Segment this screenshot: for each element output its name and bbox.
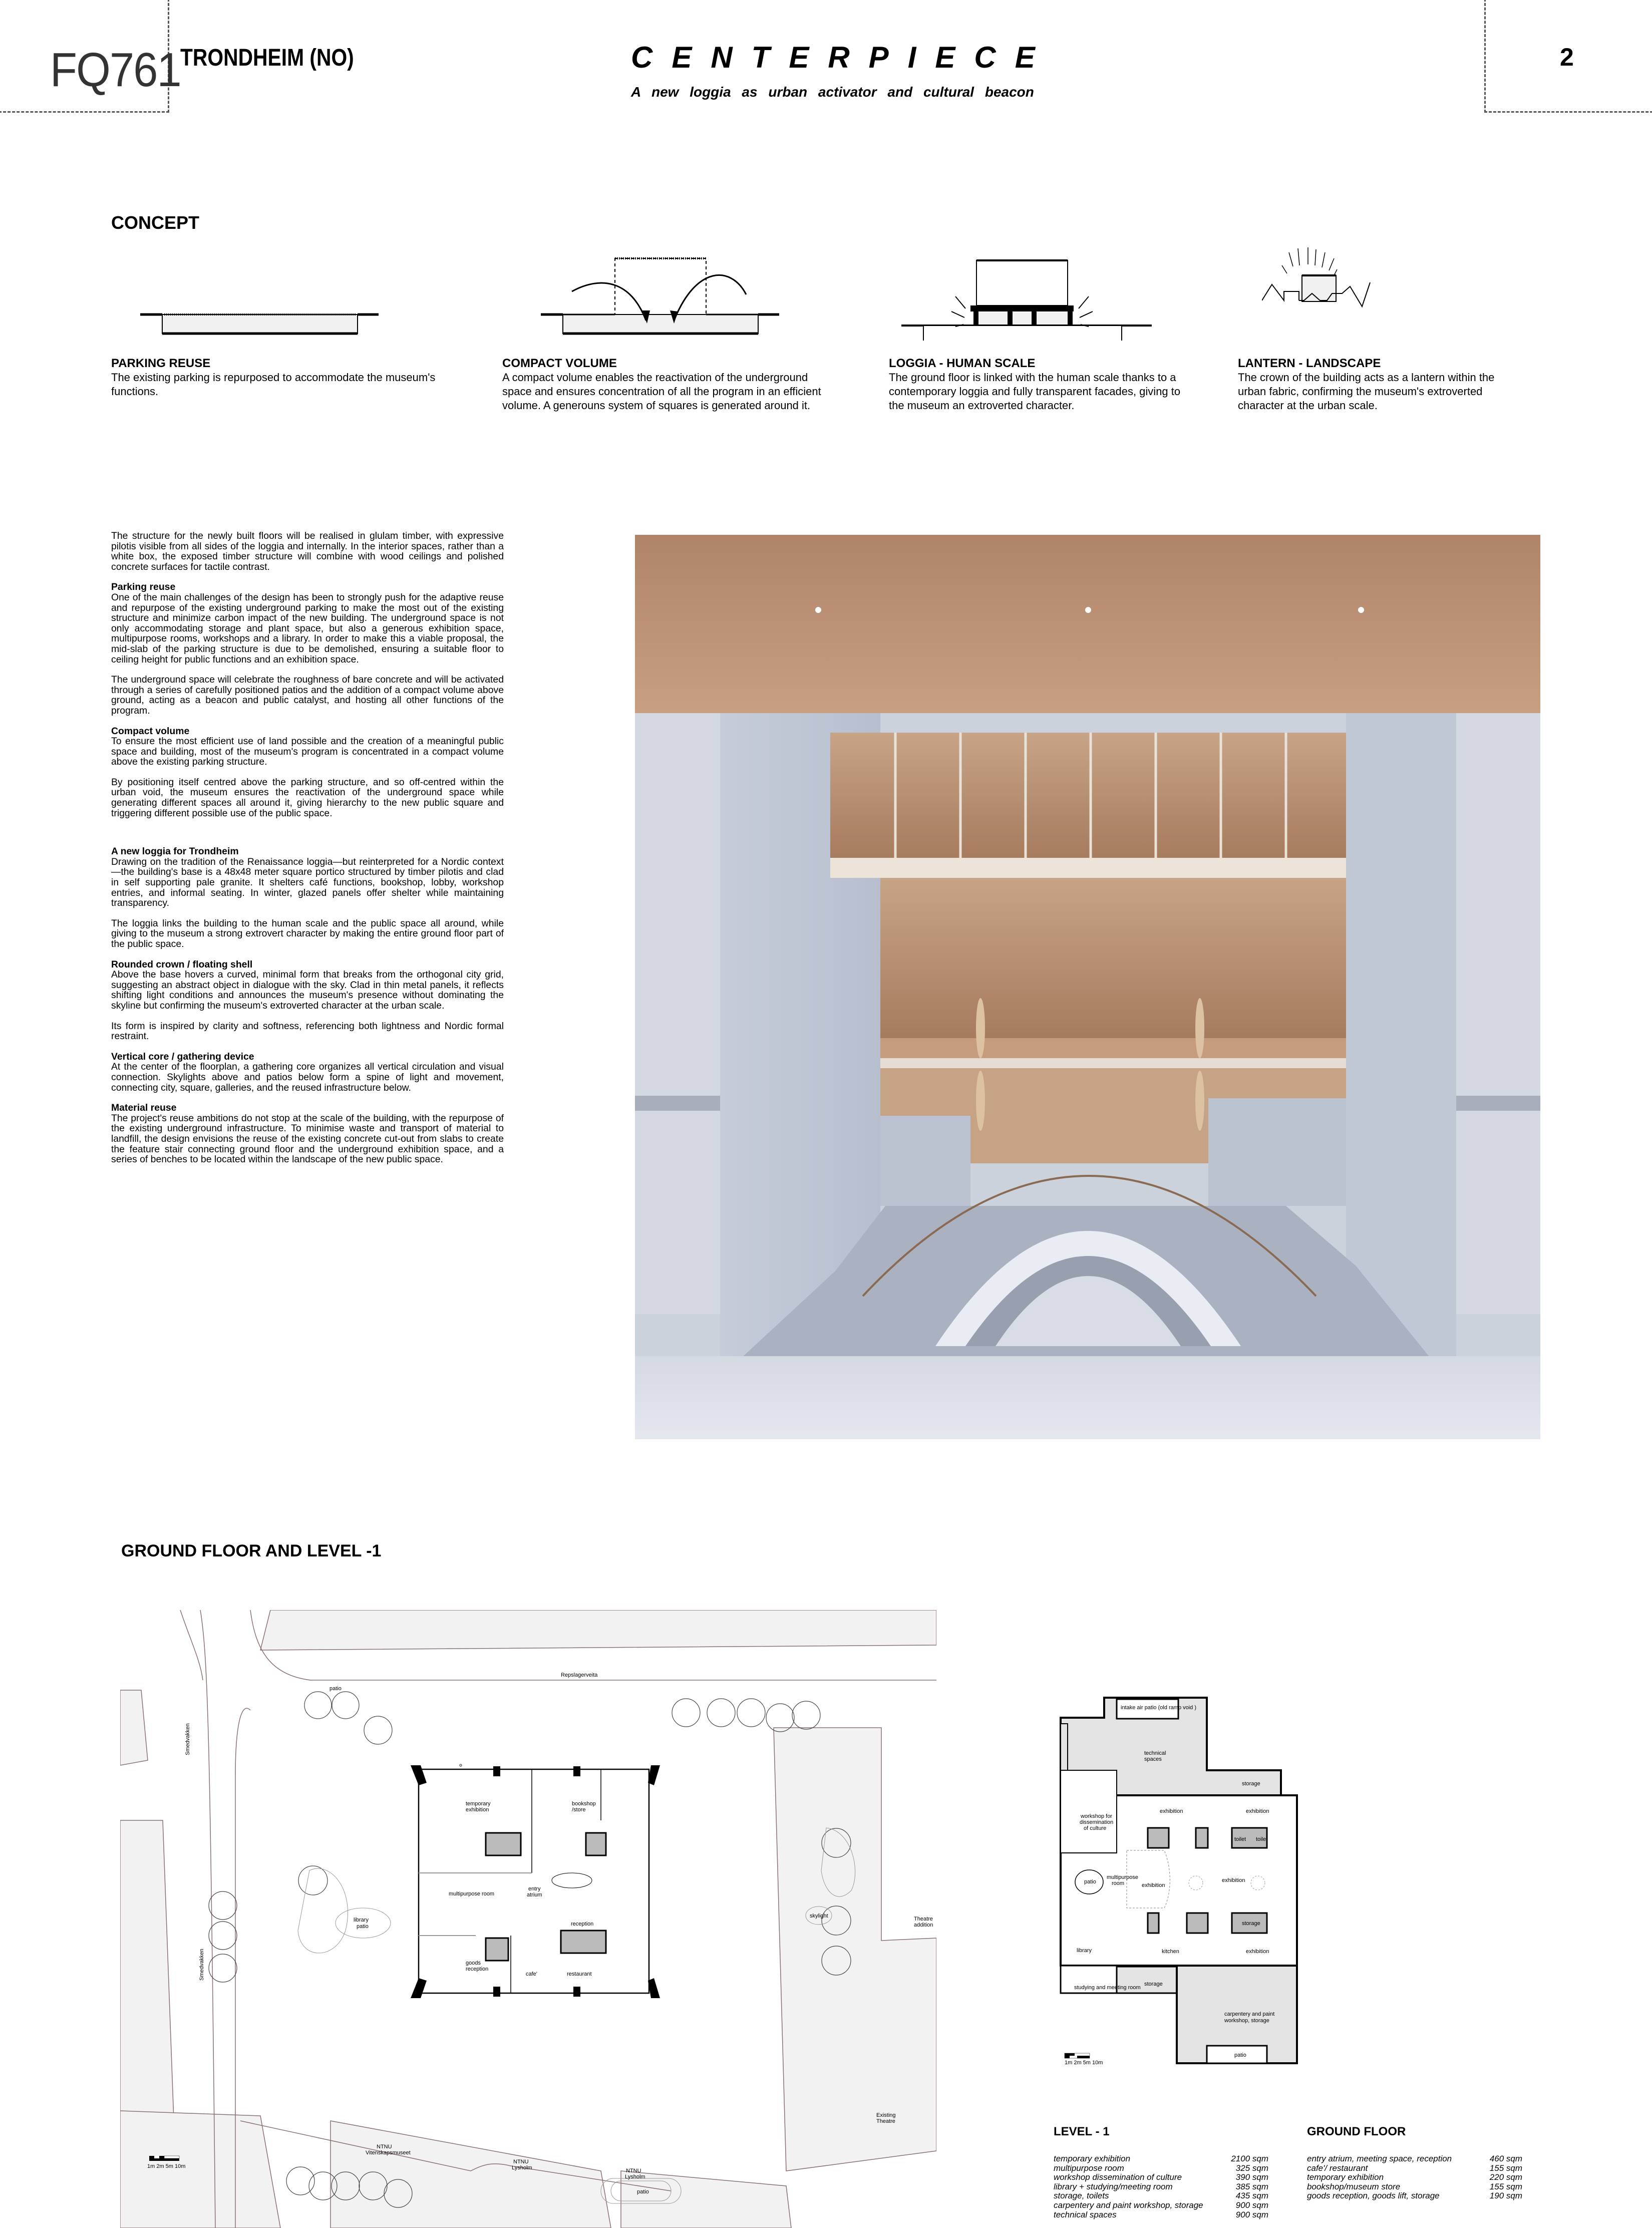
- concept-text: The ground floor is linked with the human scale thanks to a contemporary loggia and fully transparent facades, giving to the museum an extroverted character.: [889, 371, 1181, 412]
- ntnu-label-2: Lysholm: [625, 2174, 645, 2180]
- section-heading: Rounded crown / floating shell: [111, 959, 253, 970]
- existing-theatre-label-2: Theatre: [876, 2118, 895, 2124]
- room-label: restaurant: [567, 1971, 592, 1977]
- concept-item-compact-volume: [502, 357, 833, 413]
- section-paragraph: Its form is inspired by clarity and softness, referencing both lightness and Nordic formal restraint.: [111, 1020, 504, 1042]
- area-row-name: temporary exhibition: [1307, 2172, 1384, 2182]
- area-row-value: 155 sqm: [1489, 2181, 1522, 2191]
- section-paragraph: To ensure the most efficient use of land possible and the creation of a meaningful public space and building, most of the museum's program is concentrated in a compact volume above the existing parking structure.: [111, 736, 504, 768]
- library-patio-label-2: patio: [357, 1924, 369, 1930]
- concept-text: The existing parking is repurposed to accommodate the museum's functions.: [111, 371, 436, 398]
- room-label: of culture: [1084, 1825, 1107, 1831]
- section-paragraph: One of the main challenges of the design has been to strongly push for the adaptive reuse and repurpose of the existing underground parking to make the most out of the existing structure and minimize carbon impact of the new building. The underground space is not only accommodating storage and plant space, but also a generous exhibition space, multipurpose rooms, workshops and a library. In order to make this a viable proposal, the mid-slab of the parking structure is due to be demolished, ensuring a suitable floor to ceiling height for public functions and an exhibition space.: [111, 591, 504, 665]
- compact-volume-diagram-icon: [541, 255, 791, 341]
- area-row-value: 435 sqm: [1235, 2191, 1268, 2201]
- area-row-name: carpentery and paint workshop, storage: [1054, 2200, 1203, 2210]
- library-patio-label: library: [354, 1917, 369, 1923]
- room-label: multipurpose: [1107, 1874, 1138, 1880]
- room-label: patio: [1234, 2052, 1246, 2058]
- concept-text: A compact volume enables the reactivation of the underground space and ensures concentration of all the program in an efficient volume. A generouns system of squares is generated around it.: [502, 371, 821, 412]
- interior-rendering: [635, 535, 1540, 1439]
- svg-text:1m 2m 5m 10m: 1m 2m 5m 10m: [147, 2163, 186, 2169]
- room-label: goods: [466, 1960, 481, 1966]
- room-label: workshop for: [1081, 1813, 1112, 1819]
- upper-gallery: [830, 733, 1346, 858]
- concept-item-lantern: [1238, 357, 1518, 413]
- city-label: TRONDHEIM (NO): [180, 45, 354, 71]
- plans-heading: GROUND FLOOR AND LEVEL -1: [121, 1541, 382, 1560]
- ntnu-label: NTNU: [377, 2144, 392, 2150]
- room-label: spaces: [1144, 1756, 1162, 1762]
- room-label: /store: [572, 1807, 586, 1813]
- room-label: storage: [1242, 1921, 1260, 1927]
- area-row-name: temporary exhibition: [1054, 2154, 1131, 2163]
- section-heading: Compact volume: [111, 725, 190, 737]
- room-label: exhibition: [1246, 1808, 1269, 1814]
- concept-item-loggia: [889, 357, 1189, 413]
- room-label: multipurpose room: [449, 1891, 495, 1897]
- ntnu-label: NTNU: [513, 2159, 529, 2165]
- street-label: Smedvakken: [199, 1949, 205, 1981]
- area-row-name: technical spaces: [1054, 2209, 1117, 2219]
- area-row-value: 190 sqm: [1489, 2191, 1522, 2201]
- floor: [635, 1356, 1540, 1439]
- street-label: Smedvakken: [185, 1723, 191, 1755]
- room-label: patio: [1084, 1879, 1096, 1885]
- lantern-diagram-icon: [1262, 245, 1512, 310]
- loggia-diagram-icon: [901, 255, 1162, 341]
- theatre-addition-label-2: addition: [914, 1922, 933, 1928]
- ntnu-label-2: Vitenskapsmuseet: [366, 2150, 411, 2156]
- ground-floor-building: [411, 1765, 660, 1998]
- section-heading: A new loggia for Trondheim: [111, 846, 239, 857]
- area-row-name: storage, toilets: [1054, 2191, 1109, 2201]
- concept-item-parking-reuse: [111, 357, 462, 399]
- area-row-value: 460 sqm: [1489, 2154, 1522, 2163]
- section-paragraph: Drawing on the tradition of the Renaissance loggia—but reinterpreted for a Nordic context—the building's base is a 48x48 meter square portico structured by timber pilotis and clad in self supporting pale granite. It shelters café functions, bookshop, lobby, workshop entries, and informal seating. In winter, glazed panels offer shelter while maintaining transparency.: [111, 856, 504, 909]
- room-label: toilet: [1256, 1836, 1268, 1842]
- theatre-addition-label: Theatre: [914, 1916, 933, 1922]
- area-row-name: entry atrium, meeting space, reception: [1307, 2154, 1452, 2163]
- street-label: Repslagerveita: [561, 1672, 598, 1678]
- project-title: CENTERPIECE: [631, 41, 1054, 74]
- project-subtitle: A new loggia as urban activator and cultural beacon: [631, 84, 1034, 100]
- area-row-value: 2100 sqm: [1231, 2154, 1268, 2163]
- section-heading: Material reuse: [111, 1102, 177, 1114]
- area-row-value: 390 sqm: [1235, 2172, 1268, 2182]
- area-row-value: 155 sqm: [1489, 2163, 1522, 2173]
- ntnu-label-2: Lysholm: [512, 2165, 532, 2171]
- room-label: studying and meeting room: [1074, 1985, 1141, 1991]
- area-row-value: 900 sqm: [1235, 2209, 1268, 2219]
- ground-floor-site-plan: [120, 1610, 936, 2228]
- room-label: exhibition: [1142, 1882, 1165, 1888]
- room-label: toilet: [1234, 1836, 1246, 1842]
- section-paragraph: By positioning itself centred above the parking structure, and so off-centred within the urban void, the museum ensures the reactivation of the underground space while generating different spaces all around it, giving hierarchy to the new public square and triggering different possible use of the public space.: [111, 776, 504, 819]
- concept-title: COMPACT VOLUME: [502, 357, 617, 370]
- page-number: 2: [1560, 43, 1574, 71]
- ground-floor-table-title: GROUND FLOOR: [1307, 2125, 1406, 2138]
- area-row-name: cafe'/ restaurant: [1307, 2163, 1368, 2173]
- room-label: exhibition: [1246, 1949, 1269, 1955]
- room-label: cafe': [526, 1971, 537, 1977]
- intro-paragraph: The structure for the newly built floors will be realised in glulam timber, with expressive pilotis visible from all sides of the loggia and internally. In the interior spaces, rather than a white box, the exposed timber structure will combine with wood ceilings and polished concrete surfaces for tactile contrast.: [111, 530, 504, 572]
- concept-title: LOGGIA - HUMAN SCALE: [889, 357, 1036, 370]
- room-label: exhibition: [466, 1807, 489, 1813]
- room-label: kitchen: [1162, 1949, 1179, 1955]
- patio-label: patio: [329, 1686, 342, 1692]
- room-label: entry: [528, 1886, 541, 1892]
- room-label: exhibition: [1222, 1877, 1245, 1883]
- entry-code: FQ761: [50, 43, 181, 97]
- section-paragraph: At the center of the floorplan, a gathering core organizes all vertical circulation and visual connection. Skylights above and patios below form a spine of light and movement, connecting city, square, galleries, and the reused infrastructure below.: [111, 1061, 504, 1093]
- section-heading: Vertical core / gathering device: [111, 1051, 254, 1062]
- room-label: temporary: [466, 1801, 491, 1807]
- room-label: library: [1077, 1948, 1092, 1954]
- parking-reuse-diagram-icon: [140, 300, 381, 341]
- room-label: carpentery and paint: [1224, 2011, 1275, 2017]
- area-row-value: 385 sqm: [1235, 2181, 1268, 2191]
- area-row-value: 325 sqm: [1235, 2163, 1268, 2173]
- concept-text: The crown of the building acts as a lantern within the urban fabric, confirming the museum's extroverted character at the urban scale.: [1238, 371, 1495, 412]
- section-paragraph: Above the base hovers a curved, minimal form that breaks from the orthogonal city grid, suggesting an abstract object in dialogue with the sky. Clad in thin metal panels, it reflects shifting light conditions and announces the museum's presence without dominating the skyline but confirming the museum's extroverted character at the urban scale.: [111, 969, 504, 1011]
- scale-bar: [1065, 2053, 1103, 2066]
- description-text: [111, 531, 504, 1175]
- section-paragraph: The underground space will celebrate the roughness of bare concrete and will be activated through a series of carefully positioned patios and the addition of a compact volume above ground, acting as a beacon and public catalyst, and hosting all other functions of the program.: [111, 674, 504, 716]
- room-label: exhibition: [1160, 1808, 1183, 1814]
- area-row-name: multipurpose room: [1054, 2163, 1124, 2173]
- room-label: storage: [1144, 1981, 1163, 1987]
- concrete-wall-right: [1346, 713, 1456, 1364]
- concept-title: PARKING REUSE: [111, 357, 211, 370]
- room-label: room: [1112, 1880, 1125, 1886]
- level-minus-1-plan: [1057, 1693, 1542, 2073]
- concept-heading: CONCEPT: [111, 212, 200, 233]
- existing-theatre-label: Existing: [876, 2112, 896, 2118]
- room-label: storage: [1242, 1781, 1260, 1787]
- level-minus1-table-title: LEVEL - 1: [1054, 2125, 1110, 2138]
- room-label: dissemination: [1080, 1819, 1114, 1825]
- ntnu-label: NTNU: [626, 2168, 641, 2174]
- section-paragraph: The loggia links the building to the human scale and the public space all around, while giving to the museum a strong extrovert character by making the entire ground floor part of the public space.: [111, 917, 504, 949]
- room-label: workshop, storage: [1224, 2018, 1269, 2024]
- area-row-name: library + studying/meeting room: [1054, 2181, 1173, 2191]
- area-row-value: 220 sqm: [1489, 2172, 1522, 2182]
- skylight-label: skylight: [810, 1913, 828, 1919]
- room-label: intake air patio (old ramp void ): [1121, 1705, 1197, 1711]
- room-label: reception: [571, 1921, 594, 1927]
- patio-label: patio: [637, 2189, 649, 2195]
- room-label: technical: [1144, 1750, 1166, 1756]
- room-label: bookshop: [572, 1801, 596, 1807]
- section-paragraph: The project's reuse ambitions do not stop at the scale of the building, with the repurpose of the existing underground infrastructure. To minimise waste and transport of material to landfill, the design envisions the reuse of the existing concrete cut-out from slabs to create the feature stair connecting ground floor and the underground exhibition space, and a series of benches to be located within the landscape of the new public space.: [111, 1112, 504, 1165]
- timber-ceiling: [635, 535, 1540, 713]
- area-row-name: bookshop/museum store: [1307, 2181, 1401, 2191]
- room-label: atrium: [527, 1892, 542, 1898]
- area-row-name: goods reception, goods lift, storage: [1307, 2191, 1440, 2201]
- svg-text:1m 2m 5m 10m: 1m 2m 5m 10m: [1065, 2060, 1103, 2066]
- room-label: reception: [466, 1966, 489, 1972]
- area-row-name: workshop dissemination of culture: [1054, 2172, 1182, 2182]
- section-heading: Parking reuse: [111, 581, 176, 593]
- area-row-value: 900 sqm: [1235, 2200, 1268, 2210]
- concept-title: LANTERN - LANDSCAPE: [1238, 357, 1381, 370]
